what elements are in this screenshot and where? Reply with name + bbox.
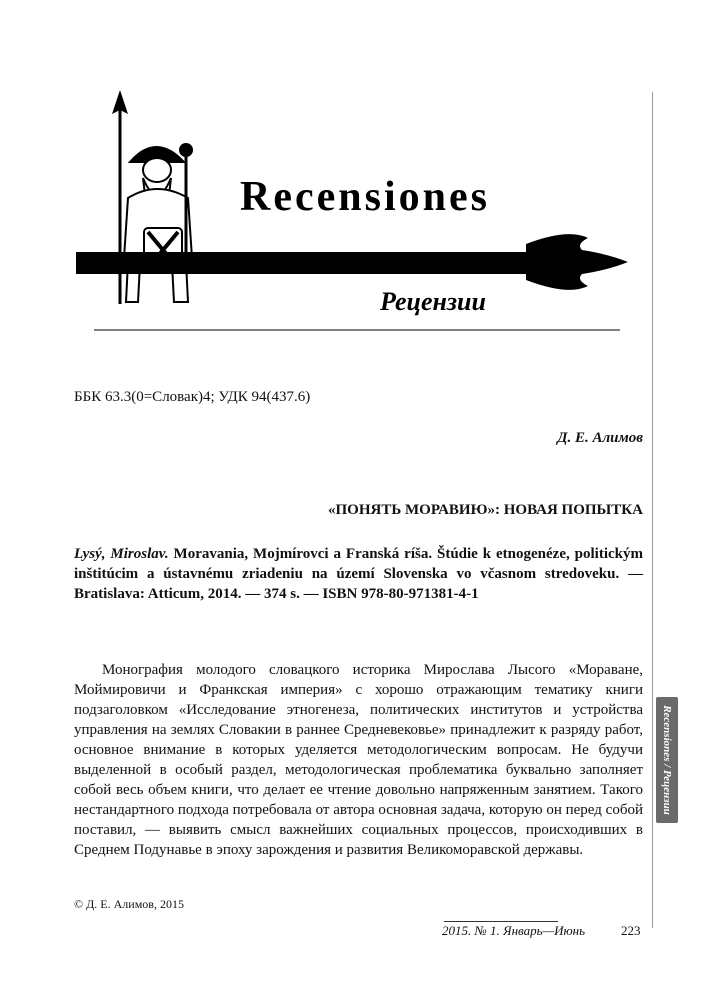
section-side-tab <box>656 697 678 823</box>
footer-issue-info: 2015. № 1. Январь—Июнь <box>442 923 585 938</box>
classification-codes: ББК 63.3(0=Словак)4; УДК 94(437.6) <box>74 389 311 405</box>
article-author: Д. Е. Алимов <box>557 430 643 446</box>
bib-details: Moravania, Mojmírovci a Franská ríša. Štúdie k etnogenéze, politickým inštitúcim a ústavnému zriadeniu na území Slovenska vo včasnom stredoveku. — Bratislava: Atticum, 2014. — 374 s. — ISBN 978-80-971381-4-1 <box>74 546 643 602</box>
page-margin-rule <box>652 92 653 928</box>
bib-author: Lysý, Miroslav. <box>74 546 169 562</box>
title-cyrillic: Рецензии <box>380 287 486 316</box>
article-title: «ПОНЯТЬ МОРАВИЮ»: НОВАЯ ПОПЫТКА <box>328 502 643 518</box>
side-tab-label: Recensiones / Рецензии <box>661 705 673 815</box>
bibliographic-reference <box>74 544 643 604</box>
page-number: 223 <box>621 923 641 938</box>
body-paragraph: Монография молодого словацкого историка Мирослава Лысого «Моравaне, Моймировичи и Франкская империя» с хорошо отражающим тематику книги подзаголовком «Исследование этногенеза, политических институтов и устройства управления на землях Словакии в раннее Средневековье» принадлежит к разряду работ, основное внимание в которых уделяется методологическим вопросам. Не будучи выделенной в особый раздел, методологическая проблематика буквально заполняет собой весь объем книги, что делает ее чтение довольно напряженным занятием. Такого нестандартного подхода потребовала от автора основная задача, которую он перед собой поставил, — выявить смысл важнейших социальных процессов, происходивших в Среднем Подунавье в эпоху зарождения и развития Великоморавской державы. <box>74 662 643 858</box>
spear-knight-illustration <box>68 78 648 346</box>
title-latin: Recensiones <box>240 174 490 220</box>
copyright-notice: © Д. Е. Алимов, 2015 <box>74 897 184 911</box>
section-header-banner <box>68 78 648 346</box>
